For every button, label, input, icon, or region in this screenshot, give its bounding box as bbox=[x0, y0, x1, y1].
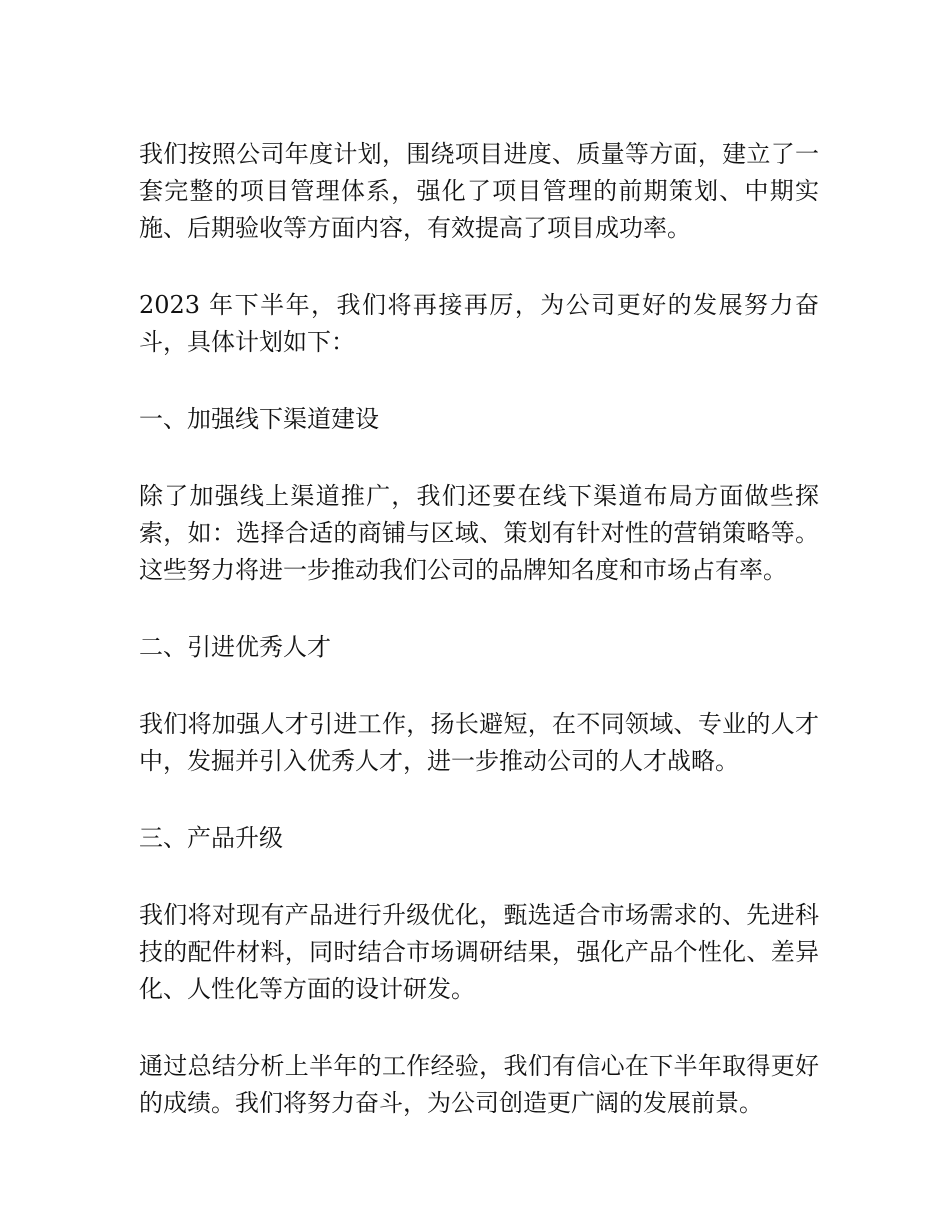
paragraph-talent: 我们将加强人才引进工作，扬长避短，在不同领域、专业的人才中，发掘并引入优秀人才，进一步推动公司的人才战略。 bbox=[139, 710, 819, 775]
heading-offline-channels: 一、加强线下渠道建设 bbox=[139, 405, 379, 433]
document-body bbox=[139, 136, 819, 1162]
paragraph-product-upgrade: 我们将对现有产品进行升级优化，甄选适合市场需求的、先进科技的配件材料，同时结合市场调研结果，强化产品个性化、差异化、人性化等方面的设计研发。 bbox=[139, 901, 819, 1003]
heading-talent: 二、引进优秀人才 bbox=[139, 633, 331, 661]
paragraph-conclusion: 通过总结分析上半年的工作经验，我们有信心在下半年取得更好的成绩。我们将努力奋斗，为公司创造更广阔的发展前景。 bbox=[139, 1052, 819, 1117]
paragraph-project-management: 我们按照公司年度计划，围绕项目进度、质量等方面，建立了一套完整的项目管理体系，强化了项目管理的前期策划、中期实施、后期验收等方面内容，有效提高了项目成功率。 bbox=[139, 140, 819, 242]
paragraph-offline-channels: 除了加强线上渠道推广，我们还要在线下渠道布局方面做些探索，如：选择合适的商铺与区域、策划有针对性的营销策略等。这些努力将进一步推动我们公司的品牌知名度和市场占有率。 bbox=[139, 482, 819, 584]
heading-product-upgrade: 三、产品升级 bbox=[139, 824, 283, 852]
paragraph-second-half-plan: 2023 年下半年，我们将再接再厉，为公司更好的发展努力奋斗，具体计划如下： bbox=[139, 291, 819, 356]
